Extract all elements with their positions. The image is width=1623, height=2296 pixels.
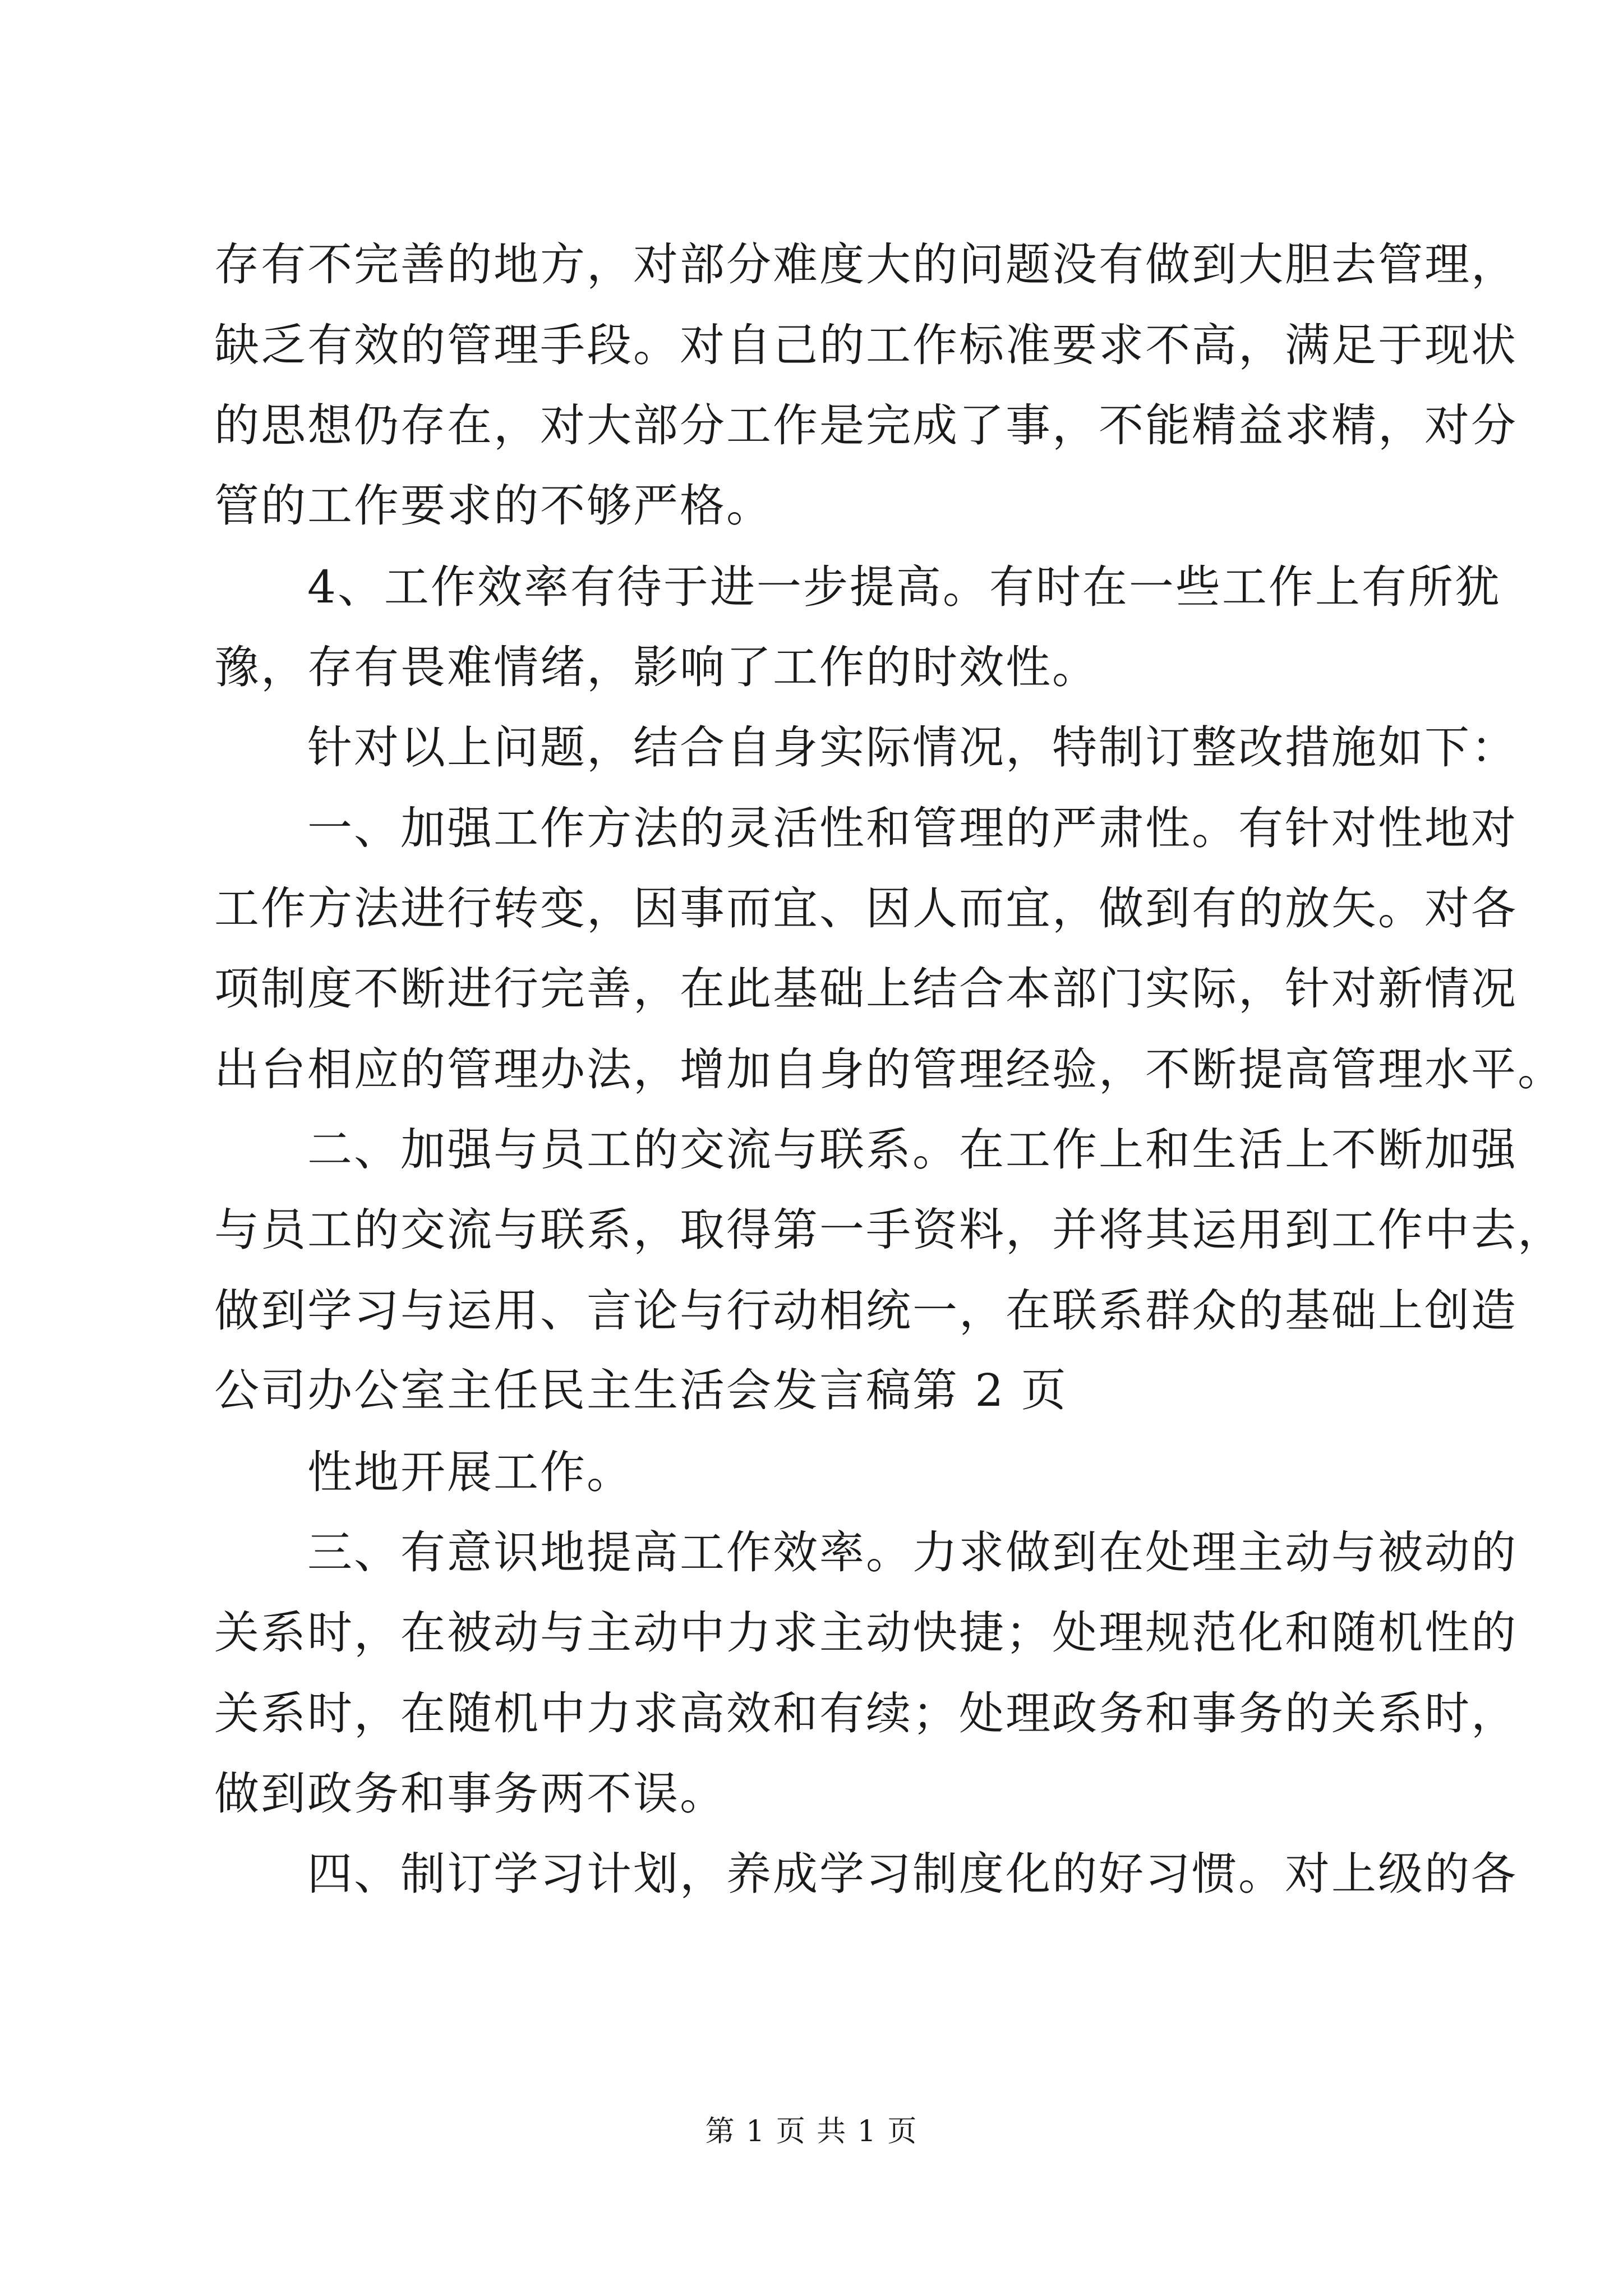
text-line-19: 关系时，在随机中力求高效和有续；处理政务和事务的关系时， (214, 1687, 1518, 1740)
page-footer: 第 1 页 共 1 页 (705, 2115, 918, 2148)
text-line-1: 存有不完善的地方，对部分难度大的问题没有做到大胆去管理， (214, 238, 1518, 291)
text-line-7: 针对以上问题，结合自身实际情况，特制订整改措施如下： (307, 721, 1518, 774)
text-line-17: 三、有意识地提高工作效率。力求做到在处理主动与被动的 (307, 1526, 1518, 1579)
text-line-16: 性地开展工作。 (307, 1446, 633, 1498)
text-line-4: 管的工作要求的不够严格。 (214, 480, 773, 532)
text-line-14: 做到学习与运用、言论与行动相统一，在联系群众的基础上创造 (214, 1285, 1518, 1337)
text-line-8: 一、加强工作方法的灵活性和管理的严肃性。有针对性地对 (307, 802, 1518, 854)
text-line-18: 关系时，在被动与主动中力求主动快捷；处理规范化和随机性的 (214, 1607, 1518, 1659)
text-line-12: 二、加强与员工的交流与联系。在工作上和生活上不断加强 (307, 1124, 1518, 1176)
text-line-20: 做到政务和事务两不误。 (214, 1768, 726, 1820)
text-line-13: 与员工的交流与联系，取得第一手资料，并将其运用到工作中去， (214, 1204, 1564, 1256)
text-line-11: 出台相应的管理办法，增加自身的管理经验，不断提高管理水平。 (214, 1043, 1564, 1096)
text-line-10: 项制度不断进行完善，在此基础上结合本部门实际，针对新情况 (214, 963, 1518, 1015)
text-line-3: 的思想仍存在，对大部分工作是完成了事，不能精益求精，对分 (214, 399, 1518, 452)
text-line-6: 豫，存有畏难情绪，影响了工作的时效性。 (214, 641, 1099, 693)
text-line-15-page-note: 公司办公室主任民主生活会发言稿第 2 页 (214, 1364, 1068, 1416)
text-line-9: 工作方法进行转变，因事而宜、因人而宜，做到有的放矢。对各 (214, 882, 1518, 935)
text-line-5: 4、工作效率有待于进一步提高。有时在一些工作上有所犹 (307, 561, 1501, 613)
text-line-2: 缺乏有效的管理手段。对自己的工作标准要求不高，满足于现状 (214, 319, 1518, 371)
text-line-21: 四、制订学习计划，养成学习制度化的好习惯。对上级的各 (307, 1848, 1518, 1900)
